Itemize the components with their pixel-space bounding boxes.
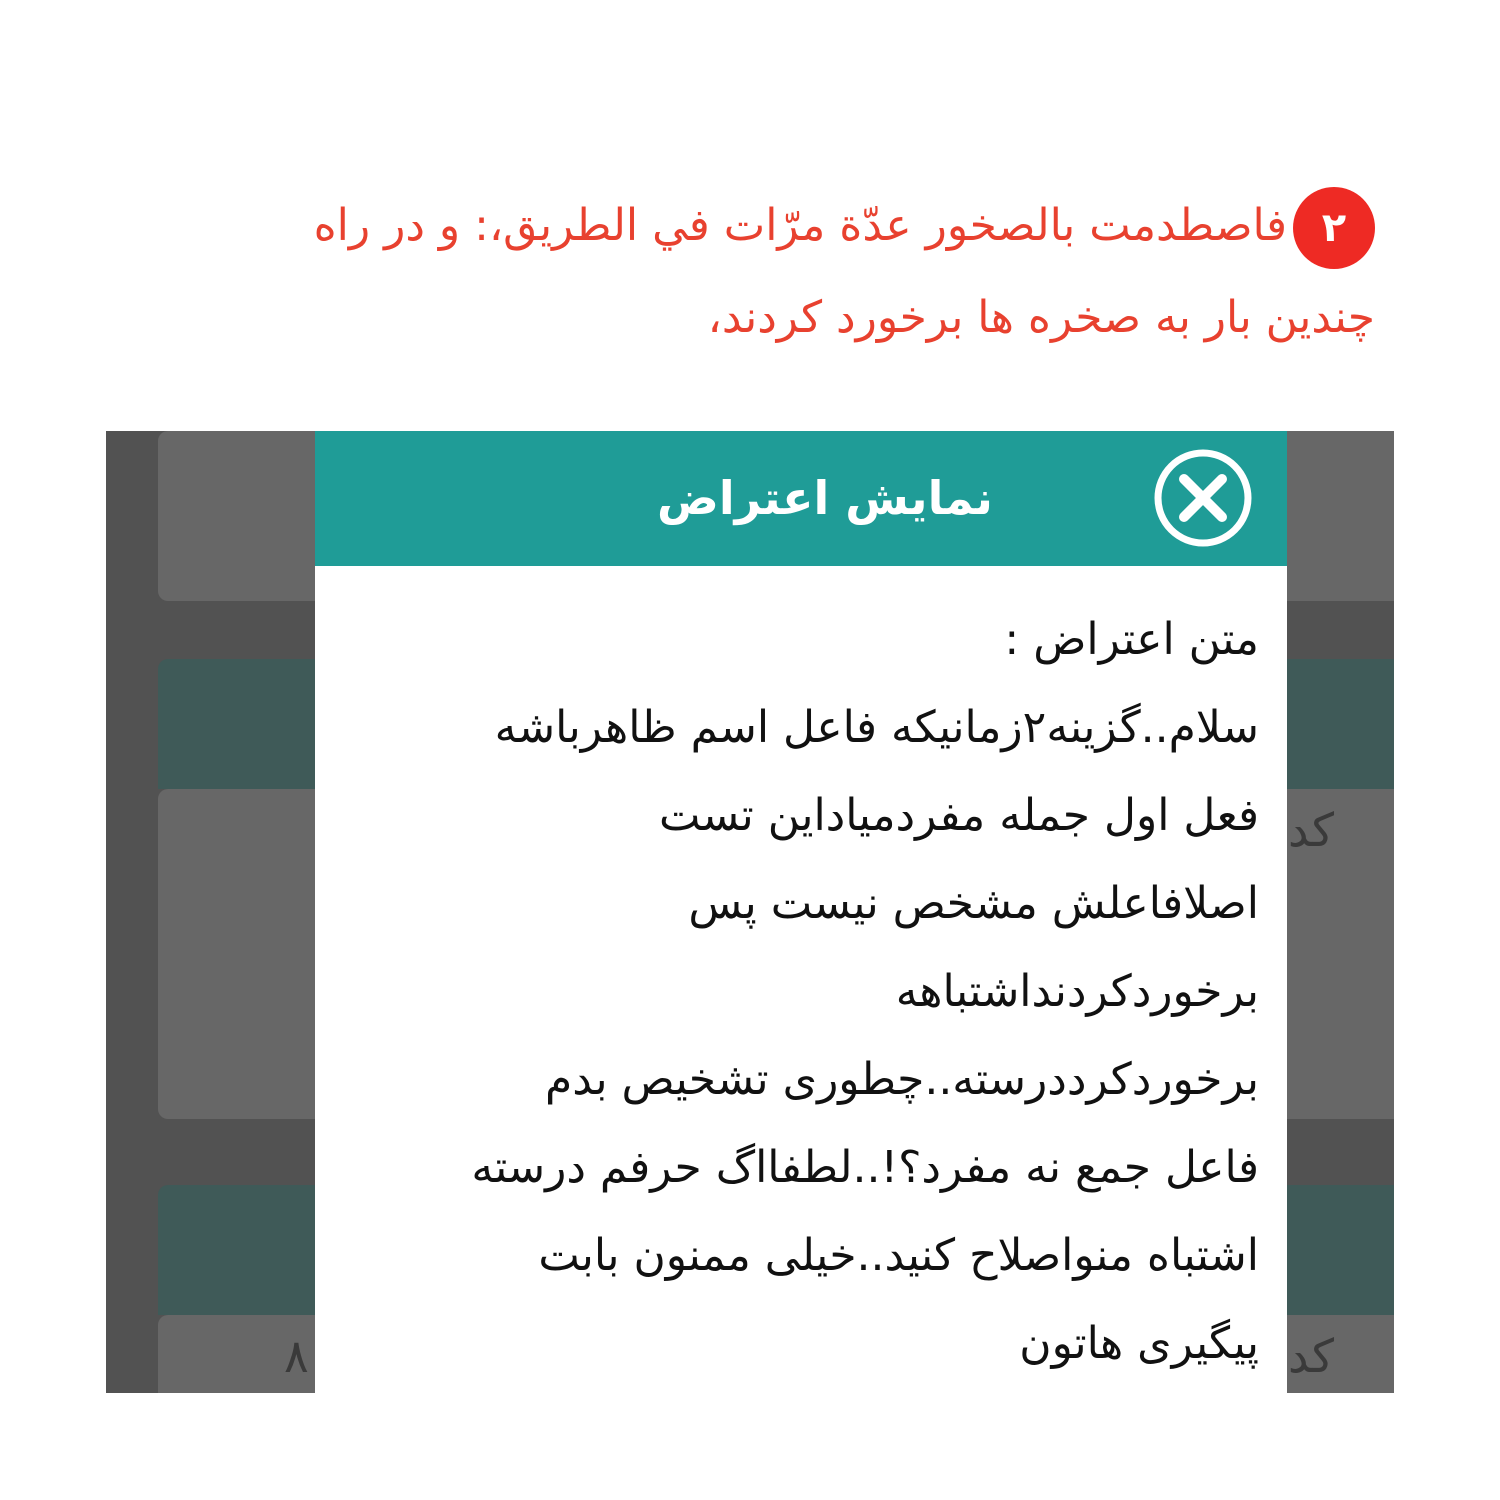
- objection-text-line: برخوردکرددرسته..چطوری تشخیص بدم: [544, 1054, 1259, 1105]
- number-badge: ۲: [1293, 187, 1375, 269]
- objection-dialog: [315, 431, 1287, 1393]
- caption: [135, 180, 1375, 364]
- objection-text-line: پیگیری هاتون: [1019, 1318, 1259, 1369]
- dialog-body: [359, 596, 1259, 1388]
- objection-label: متن اعتراض :: [1004, 614, 1259, 665]
- objection-text-line: اصلافاعلش مشخص نیست پس: [688, 878, 1259, 929]
- objection-text-line: اشتباه منواصلاح کنید..خیلی ممنون بابت: [538, 1230, 1259, 1281]
- close-circle-icon: [1153, 448, 1253, 548]
- caption-line-1-text: فاصطدمت بالصخور عدّة مرّات في الطريق،: و در راه: [313, 200, 1287, 251]
- close-button[interactable]: [1153, 448, 1253, 548]
- dialog-header: [315, 431, 1287, 566]
- caption-line-2: چندین بار به صخره ها برخورد کردند،: [707, 292, 1375, 343]
- objection-text-line: سلام..گزینه۲زمانیکه فاعل اسم ظاهرباشه: [494, 702, 1259, 753]
- objection-text-line: برخوردکردنداشتباهه: [895, 966, 1259, 1017]
- background-side-label-3: ۸: [284, 1329, 309, 1383]
- caption-line-1: [135, 180, 1375, 272]
- objection-text-line: فعل اول جمله مفردمیاداین تست: [659, 790, 1259, 841]
- background-side-label-2: کد: [1288, 1329, 1335, 1383]
- background-side-label-1: کد: [1288, 803, 1335, 857]
- dialog-title: نمایش اعتراض: [657, 471, 993, 525]
- objection-text-line: فاعل جمع نه مفرد؟!..لطفااگ حرفم درسته: [471, 1142, 1259, 1193]
